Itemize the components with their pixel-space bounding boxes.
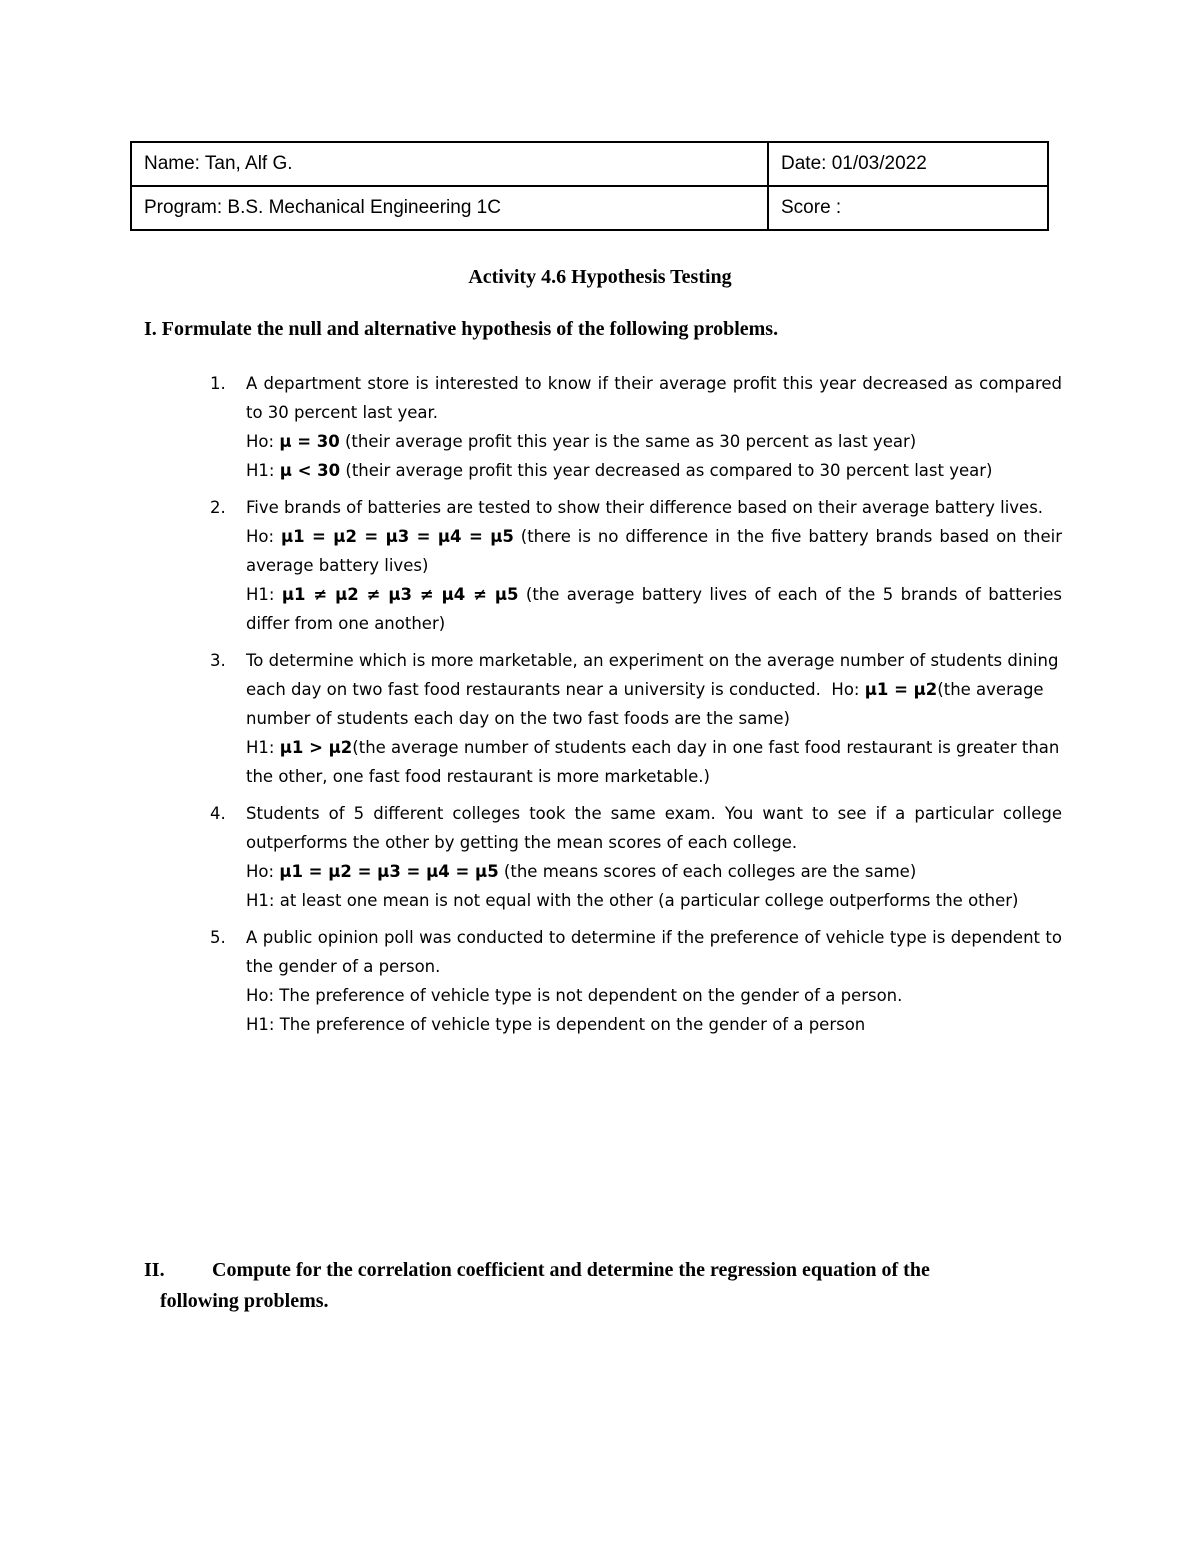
h1-text: (the average battery lives of each of the 5 brands of batteries differ from one another) <box>246 585 1063 633</box>
problem-list <box>210 369 1062 1047</box>
section-1-heading: I. Formulate the null and alternative hypothesis of the following problems. <box>144 318 779 340</box>
item-number: 3. <box>210 651 226 670</box>
item-question: Students of 5 different colleges took the same exam. You want to see if a particular college outperforms the other by getting the mean scores of each college. <box>246 804 1062 852</box>
item-question: A public opinion poll was conducted to determine if the preference of vehicle type is dependent to the gender of a person. <box>246 928 1062 976</box>
h1-label: H1: <box>246 1015 275 1034</box>
h1-expression: μ < 30 <box>279 461 341 480</box>
item-question: Five brands of batteries are tested to show their difference based on their average battery lives. <box>246 498 1044 517</box>
h0-text: (the average number of students each day on the two fast foods are the same) <box>246 680 1044 728</box>
null-hypothesis <box>246 857 1062 886</box>
item-number: 4. <box>210 804 226 823</box>
alt-hypothesis <box>246 886 1062 915</box>
h1-label: H1: <box>246 461 275 480</box>
null-hypothesis <box>246 522 1062 580</box>
h1-expression: μ1 > μ2 <box>279 738 353 757</box>
list-item <box>210 646 1062 791</box>
h1-text: (their average profit this year decreased as compared to 30 percent last year) <box>340 461 993 480</box>
h1-text: (the average number of students each day in one fast food restaurant is greater than the other, one fast food restaurant is more marketable.) <box>246 738 1060 786</box>
section-2-heading-line1: Compute for the correlation coefficient and determine the regression equation of the <box>212 1259 930 1281</box>
h0-expression: μ1 = μ2 = μ3 = μ4 = μ5 <box>281 527 514 546</box>
item-question: A department store is interested to know if their average profit this year decreased as compared to 30 percent last year. <box>246 374 1062 422</box>
student-info-table <box>130 141 1049 231</box>
h0-label: Ho: <box>246 527 275 546</box>
null-hypothesis <box>246 981 1062 1010</box>
h1-label: H1: <box>246 738 275 757</box>
h1-text: The preference of vehicle type is dependent on the gender of a person <box>274 1015 866 1034</box>
alt-hypothesis <box>246 733 1062 791</box>
h0-label: Ho: <box>246 432 275 451</box>
alt-hypothesis <box>246 1010 1062 1039</box>
list-item <box>210 493 1062 638</box>
name-cell: Name: Tan, Alf G. <box>131 142 768 186</box>
h0-text: (the means scores of each colleges are the same) <box>498 862 917 881</box>
h1-text: at least one mean is not equal with the other (a particular college outperforms the other) <box>274 891 1019 910</box>
h1-label: H1: <box>246 585 275 604</box>
h0-label: Ho: <box>246 862 275 881</box>
h0-expression: μ = 30 <box>279 432 340 451</box>
item-question-with-null <box>246 646 1062 733</box>
h0-text: (their average profit this year is the same as 30 percent as last year) <box>339 432 917 451</box>
list-item <box>210 923 1062 1039</box>
item-number: 1. <box>210 374 226 393</box>
list-item <box>210 369 1062 485</box>
section-2-number: II. <box>144 1259 165 1281</box>
h1-label: H1: <box>246 891 275 910</box>
alt-hypothesis <box>246 456 1062 485</box>
item-question: To determine which is more marketable, an experiment on the average number of students dining each day on two fast food restaurants near a university is conducted. <box>246 651 1059 699</box>
program-cell: Program: B.S. Mechanical Engineering 1C <box>131 186 768 230</box>
null-hypothesis <box>246 427 1062 456</box>
h0-expression: μ1 = μ2 <box>864 680 938 699</box>
list-item <box>210 799 1062 915</box>
item-number: 5. <box>210 928 226 947</box>
h0-text: (there is no difference in the five battery brands based on their average battery lives) <box>246 527 1062 575</box>
h0-label: Ho: <box>831 680 860 699</box>
h0-expression: μ1 = μ2 = μ3 = μ4 = μ5 <box>279 862 499 881</box>
date-cell: Date: 01/03/2022 <box>768 142 1048 186</box>
activity-title: Activity 4.6 Hypothesis Testing <box>468 266 732 288</box>
section-2-heading-line2: following problems. <box>160 1290 329 1312</box>
h0-text: The preference of vehicle type is not dependent on the gender of a person. <box>274 986 903 1005</box>
score-cell: Score : <box>768 186 1048 230</box>
h1-expression: μ1 ≠ μ2 ≠ μ3 ≠ μ4 ≠ μ5 <box>281 585 519 604</box>
h0-label: Ho: <box>246 986 275 1005</box>
item-number: 2. <box>210 498 226 517</box>
section-2-heading <box>144 1255 1054 1317</box>
alt-hypothesis <box>246 580 1062 638</box>
